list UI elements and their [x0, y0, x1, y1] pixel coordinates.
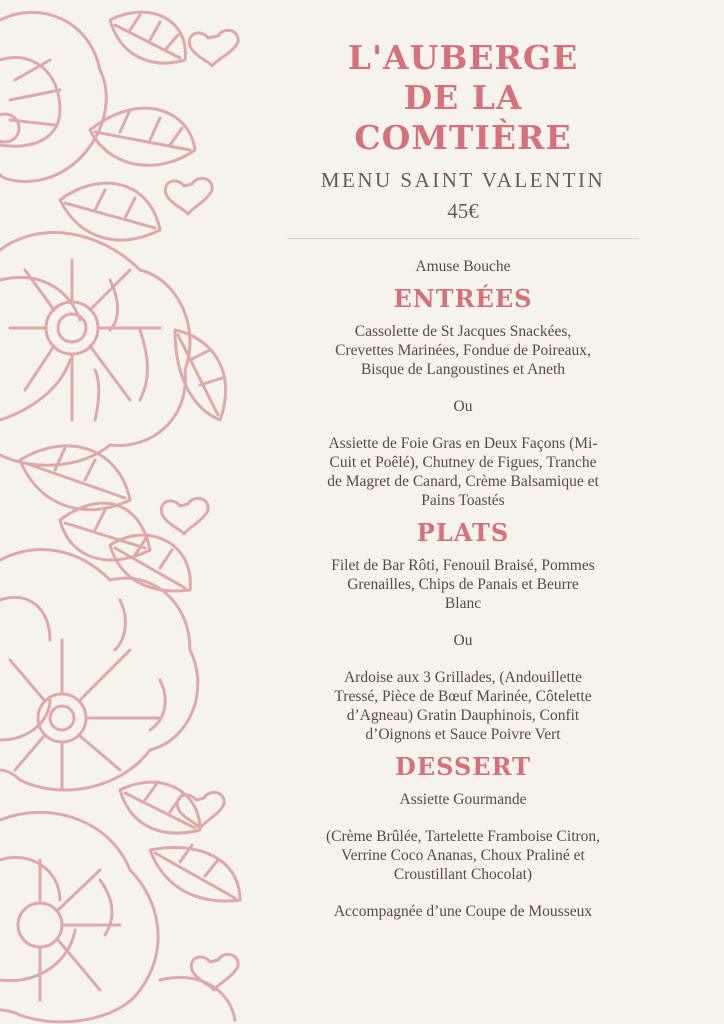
menu-line: Bisque de Langoustines et Aneth: [360, 361, 566, 378]
menu-line: Filet de Bar Rôti, Fenouil Braisé, Pommes: [331, 557, 595, 574]
section-heading-plats: PLATS: [416, 518, 510, 547]
heart-icon: [189, 30, 238, 66]
restaurant-name: [278, 38, 648, 158]
menu-line: (Crème Brûlée, Tartelette Framboise Citron,: [325, 828, 601, 845]
menu-price: 45€: [447, 199, 479, 223]
menu-line: Assiette de Foie Gras en Deux Façons (Mi-: [328, 435, 598, 452]
floral-decoration: [0, 0, 250, 1024]
menu-line: Blanc: [444, 595, 482, 612]
title-line: COMTIÈRE: [354, 118, 572, 157]
or-separator: Ou: [453, 632, 473, 649]
menu-line: Cuit et Poêlé), Chutney de Figues, Tranche: [329, 454, 597, 471]
entree-option-1: [278, 322, 648, 379]
menu-content: [278, 30, 648, 921]
menu-line: Grenailles, Chips de Panais et Beurre: [347, 576, 579, 593]
dessert-accompaniment: Accompagnée d’une Coupe de Mousseux: [333, 903, 593, 920]
amuse-bouche: Amuse Bouche: [415, 258, 511, 275]
menu-line: Verrine Coco Ananas, Choux Praliné et: [341, 847, 585, 864]
title-line: DE LA: [403, 78, 523, 117]
heart-icon: [165, 178, 212, 214]
dessert-item: Assiette Gourmande: [399, 791, 527, 808]
menu-line: de Magret de Canard, Crème Balsamique et: [327, 473, 599, 490]
or-separator: Ou: [453, 398, 473, 415]
menu-line: Crevettes Marinées, Fondue de Poireaux,: [335, 342, 591, 359]
section-heading-entrees: ENTRÉES: [393, 284, 533, 313]
entree-option-2: [278, 434, 648, 510]
menu-line: Croustillant Chocolat): [393, 866, 533, 883]
heart-icon: [161, 498, 208, 534]
dessert-details: [278, 827, 648, 884]
menu-line: Ardoise aux 3 Grillades, (Andouillette: [343, 669, 583, 686]
menu-line: d’Agneau) Gratin Dauphinois, Confit: [346, 707, 580, 724]
menu-line: Pains Toastés: [421, 492, 505, 509]
flower-icon: [0, 233, 190, 466]
title-line: L'AUBERGE: [347, 38, 579, 77]
menu-line: Tressé, Pièce de Bœuf Marinée, Côtelette: [334, 688, 592, 705]
flower-icon: [0, 550, 198, 790]
heart-icon: [191, 954, 238, 990]
flower-icon: [0, 812, 235, 1022]
plat-option-2: [278, 668, 648, 744]
flower-icon: [0, 12, 106, 181]
menu-subtitle: MENU SAINT VALENTIN: [320, 168, 606, 192]
plat-option-1: [278, 556, 648, 613]
menu-line: Cassolette de St Jacques Snackées,: [354, 323, 572, 340]
menu-line: d’Oignons et Sauce Poivre Vert: [365, 726, 561, 743]
section-heading-dessert: DESSERT: [395, 752, 531, 781]
